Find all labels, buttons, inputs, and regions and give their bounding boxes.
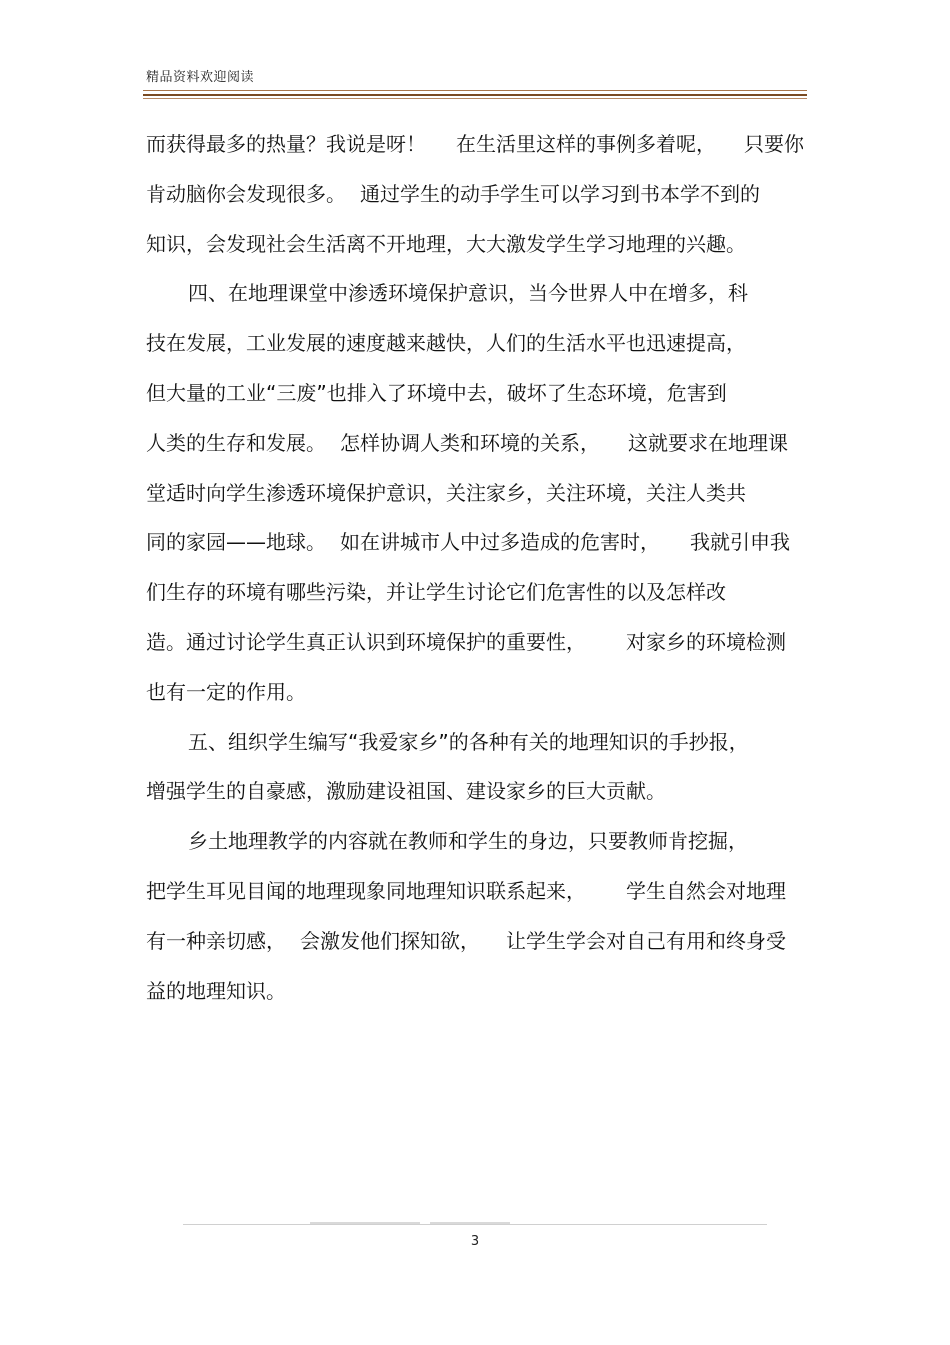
footer-divider-accent-left [310, 1222, 420, 1224]
page-number: 3 [470, 1234, 480, 1249]
text-line-7: 人类的生存和发展。 怎样协调人类和环境的关系， 这就要求在地理课 [146, 430, 788, 455]
document-body [146, 120, 816, 1016]
text-line-15: 乡土地理教学的内容就在教师和学生的身边，只要教师肯挖掘， [188, 829, 748, 854]
text-line-18: 益的地理知识。 [146, 978, 286, 1003]
footer-divider [183, 1224, 767, 1225]
text-line-5: 技在发展，工业发展的速度越来越快，人们的生活水平也迅速提高， [146, 331, 746, 356]
header-divider-top [143, 90, 807, 91]
text-line-9: 同的家园——地球。 如在讲城市人中过多造成的危害时， 我就引申我 [146, 530, 790, 555]
text-line-16: 把学生耳见目闻的地理现象同地理知识联系起来， 学生自然会对地理 [146, 878, 786, 903]
text-line-17: 有一种亲切感， 会激发他们探知欲， 让学生学会对自己有用和终身受 [146, 928, 786, 953]
header-divider-bottom [143, 98, 807, 99]
text-line-12: 也有一定的作用。 [146, 679, 306, 704]
text-line-11: 造。通过讨论学生真正认识到环境保护的重要性， 对家乡的环境检测 [146, 629, 786, 654]
text-line-1: 而获得最多的热量？我说是呀！ 在生活里这样的事例多着呢， 只要你 [146, 132, 804, 156]
text-line-10: 们生存的环境有哪些污染，并让学生讨论它们危害性的以及怎样改 [146, 580, 726, 605]
text-line-4: 四、在地理课堂中渗透环境保护意识，当今世界人中在增多，科 [188, 281, 748, 306]
text-line-2: 肯动脑你会发现很多。 通过学生的动手学生可以学习到书本学不到的 [146, 181, 760, 206]
footer-divider-accent-right [430, 1222, 510, 1224]
text-line-3: 知识，会发现社会生活离不开地理，大大激发学生学习地理的兴趣。 [146, 231, 746, 256]
page-header-title: 精品资料欢迎阅读 [146, 70, 255, 85]
text-line-14: 增强学生的自豪感，激励建设祖国、建设家乡的巨大贡献。 [146, 779, 666, 804]
text-line-8: 堂适时向学生渗透环境保护意识，关注家乡，关注环境，关注人类共 [146, 480, 746, 505]
header-divider-middle [143, 94, 807, 96]
text-line-6: 但大量的工业“三废”也排入了环境中去，破坏了生态环境，危害到 [146, 380, 727, 405]
text-line-13: 五、组织学生编写“我爱家乡”的各种有关的地理知识的手抄报， [188, 729, 749, 754]
